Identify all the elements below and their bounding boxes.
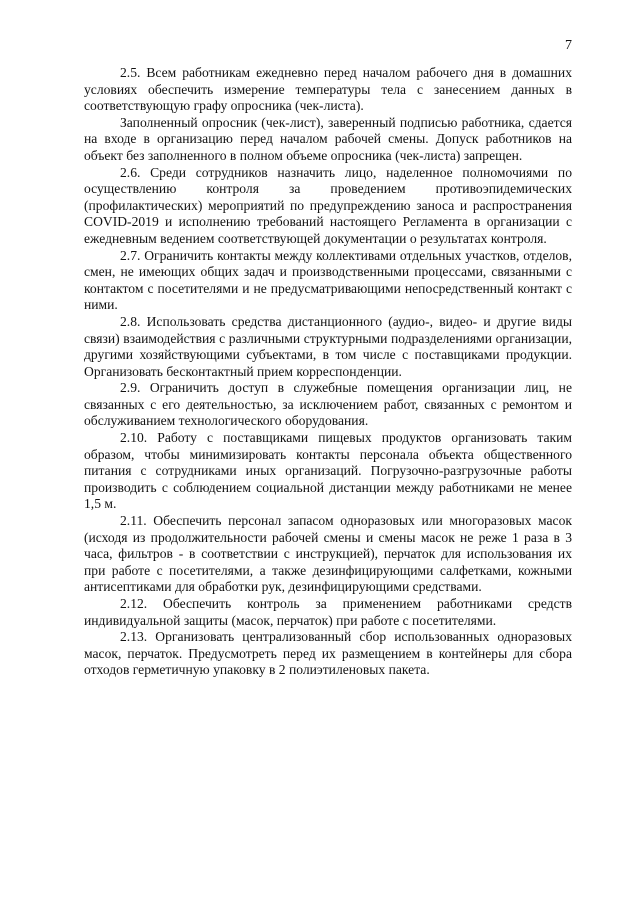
paragraph-2-7: 2.7. Ограничить контакты между коллективами отдельных участков, отделов, смен, не имеющих общих задач и производственными процессами, связанными с контактом с посетителями и не предусматривающими непосредственный контакт с ними. <box>84 247 572 313</box>
paragraph-2-8: 2.8. Использовать средства дистанционного (аудио-, видео- и другие виды связи) взаимодействия с различными структурными подразделениями организации, другими хозяйствующими субъектами, в том числе с поставщиками продукции. Организовать бесконтактный прием корреспонденции. <box>84 313 572 379</box>
document-body <box>84 65 572 679</box>
paragraph-2-9: 2.9. Ограничить доступ в служебные помещения организации лиц, не связанных с его деятельностью, за исключением работ, связанных с ремонтом и обслуживанием технологического оборудования. <box>84 380 572 429</box>
paragraph-2-10: 2.10. Работу с поставщиками пищевых продуктов организовать таким образом, чтобы минимизировать контакты персонала объекта общественного питания с сотрудниками иных организаций. Погрузочно-разгрузочные работы производить с соблюдением социальной дистанции между работниками не менее 1,5 м. <box>84 430 572 512</box>
paragraph-checklist: Заполненный опросник (чек-лист), заверенный подписью работника, сдается на входе в организацию перед началом рабочей смены. Допуск работников на объект без заполненного в полном объеме опросника (чек-листа) запрещен. <box>84 114 572 163</box>
paragraph-2-12: 2.12. Обеспечить контроль за применением работниками средств индивидуальной защиты (масок, перчаток) при работе с посетителями. <box>84 596 572 628</box>
paragraph-2-5: 2.5. Всем работникам ежедневно перед началом рабочего дня в домашних условиях обеспечить измерение температуры тела с занесением данных в соответствующую графу опросника (чек-листа). <box>84 65 572 114</box>
page-number: 7 <box>565 38 572 53</box>
paragraph-2-11: 2.11. Обеспечить персонал запасом одноразовых или многоразовых масок (исходя из продолжительности рабочей смены и смены масок не реже 1 раза в 3 часа, фильтров - в соответствии с инструкцией), перчаток для использования их при работе с посетителями, а также дезинфицирующими салфетками, кожными антисептиками для обработки рук, дезинфицирующими средствами. <box>84 513 572 595</box>
paragraph-2-6: 2.6. Среди сотрудников назначить лицо, наделенное полномочиями по осуществлению контроля за проведением противоэпидемических (профилактических) мероприятий по предупреждению заноса и распространения COVID-2019 и исполнению требований настоящего Регламента в организации с ежедневным ведением соответствующей документации о результатах контроля. <box>84 164 572 246</box>
paragraph-2-13: 2.13. Организовать централизованный сбор использованных одноразовых масок, перчаток. Предусмотреть перед их размещением в контейнеры для сбора отходов герметичную упаковку в 2 полиэтиленовых пакета. <box>84 629 572 678</box>
